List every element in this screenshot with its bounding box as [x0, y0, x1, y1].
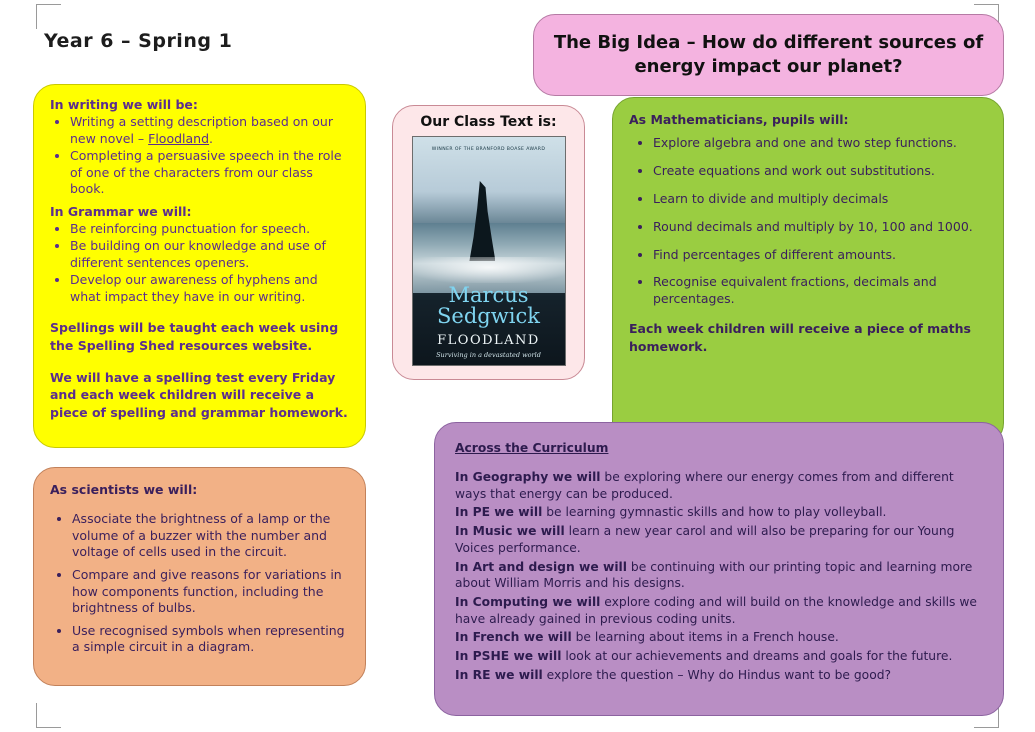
spelling-note: Spellings will be taught each week using the Spelling Shed resources website.	[50, 320, 339, 353]
list-item: • Learn to divide and multiply decimals	[653, 191, 985, 208]
subject-label: In Computing we will	[455, 595, 601, 610]
subject-text: look at our achievements and dreams and goals for the future.	[561, 649, 953, 664]
cover-foam	[413, 257, 565, 283]
subject-text: be continuing with our printing topic and learning more about William Morris and his designs.	[455, 559, 973, 591]
curriculum-row	[455, 667, 987, 684]
list-item: • Writing a setting description based on our new novel – Floodland.	[70, 114, 351, 147]
big-idea-box	[533, 14, 1004, 96]
science-list	[50, 511, 351, 656]
english-box	[33, 84, 366, 448]
list-item: • Be reinforcing punctuation for speech.	[70, 221, 351, 238]
subject-label: In Music we will	[455, 524, 565, 539]
list-item: • Round decimals and multiply by 10, 100 and 1000.	[653, 219, 985, 236]
curriculum-row	[455, 469, 987, 502]
novel-name: Floodland	[148, 130, 210, 146]
book-award-text: WINNER OF THE BRANFORD BOASE AWARD	[431, 147, 546, 152]
science-box	[33, 467, 366, 686]
subject-label: In French we will	[455, 630, 572, 645]
book-cover-image	[412, 136, 566, 366]
maths-box	[612, 97, 1004, 445]
book-title: FLOODLAND	[437, 333, 540, 348]
writing-heading: In writing we will be:	[50, 97, 198, 112]
list-item: • Find percentages of different amounts.	[653, 247, 985, 264]
curriculum-row	[455, 504, 987, 521]
maths-heading: As Mathematicians, pupils will:	[629, 112, 849, 127]
list-item: • Create equations and work out substitutions.	[653, 163, 985, 180]
grammar-list	[50, 221, 351, 306]
science-heading: As scientists we will:	[50, 482, 198, 497]
subject-label: In Geography we will	[455, 470, 601, 484]
list-item: • Compare and give reasons for variations in how components function, including the brightness of bulbs.	[72, 567, 351, 617]
subject-text: explore coding and will build on the knowledge and skills we have already gained in previous coding units.	[455, 595, 977, 626]
list-item: • Associate the brightness of a lamp or the volume of a buzzer with the number and voltage of cells used in the circuit.	[72, 511, 351, 561]
subject-text: learn a new year carol and will also be preparing for our Young Voices performance.	[455, 524, 955, 555]
class-text-box	[392, 105, 585, 380]
list-item: • Explore algebra and one and two step functions.	[653, 135, 985, 152]
subject-text: be learning about items in a French house.	[571, 630, 839, 645]
subject-text: be exploring where our energy comes from and different ways that energy can be produced.	[455, 470, 954, 501]
list-item: • Be building on our knowledge and use of different sentences openers.	[70, 238, 351, 271]
maths-homework-note: Each week children will receive a piece of maths homework.	[629, 321, 971, 354]
grammar-heading: In Grammar we will:	[50, 203, 192, 219]
curriculum-box	[434, 422, 1004, 716]
english-homework-note: We will have a spelling test every Friday and each week children will receive a piece of spelling and grammar homework.	[50, 369, 348, 420]
book-author-line1: Marcus	[448, 283, 529, 307]
subject-label: In PE we will	[455, 505, 543, 520]
class-text-label: Our Class Text is:	[420, 114, 557, 130]
book-author	[413, 285, 565, 328]
subject-label: In Art and design we will	[455, 559, 627, 574]
list-item: • Completing a persuasive speech in the role of one of the characters from our class book.	[70, 148, 351, 198]
page-title: Year 6 – Spring 1	[44, 30, 233, 52]
crop-mark-top-left	[36, 4, 61, 29]
book-author-line2: Sedgwick	[437, 304, 540, 329]
subject-text: be learning gymnastic skills and how to play volleyball.	[542, 505, 887, 520]
big-idea-text: The Big Idea – How do different sources of energy impact our planet?	[553, 31, 984, 77]
maths-list	[629, 135, 985, 308]
subject-label: In PSHE we will	[455, 649, 562, 664]
cover-rock-silhouette	[469, 181, 495, 261]
list-item: • Use recognised symbols when representing a simple circuit in a diagram.	[72, 623, 351, 656]
list-item: • Develop our awareness of hyphens and what impact they have in our writing.	[70, 272, 351, 305]
curriculum-heading: Across the Curriculum	[455, 441, 609, 455]
list-item: • Recognise equivalent fractions, decimals and percentages.	[653, 274, 985, 308]
subject-label: In RE we will	[455, 667, 543, 682]
curriculum-row	[455, 648, 987, 665]
writing-list	[50, 114, 351, 198]
curriculum-row	[455, 559, 987, 592]
curriculum-row	[455, 594, 987, 627]
subject-text: explore the question – Why do Hindus want to be good?	[542, 667, 892, 682]
crop-mark-bottom-left	[36, 703, 61, 728]
curriculum-row	[455, 523, 987, 556]
curriculum-row	[455, 629, 987, 646]
book-tagline: Surviving in a devastated world	[436, 351, 541, 359]
